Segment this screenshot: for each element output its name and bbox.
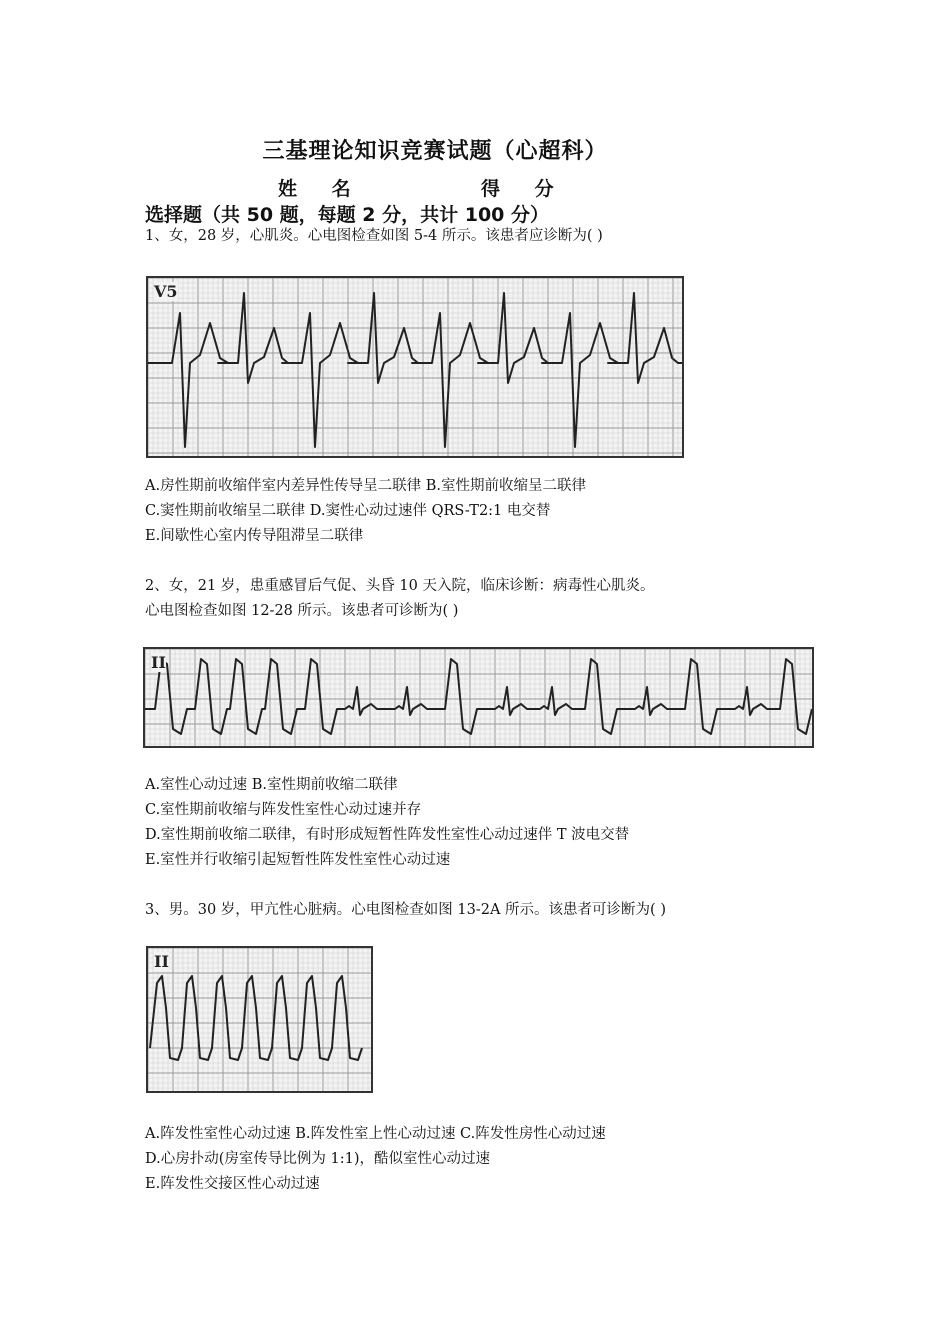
question-3-option-line[interactable]: E.阵发性交接区性心动过速 — [145, 1176, 320, 1192]
question-2-option-line[interactable]: C.室性期前收缩与阵发性室性心动过速并存 — [145, 802, 422, 818]
ecg-figure-2 — [143, 647, 814, 748]
question-2-stem: 2、女，21 岁，患重感冒后气促、头昏 10 天入院，临床诊断：病毒性心肌炎。 — [145, 578, 655, 594]
ecg-strip-2 — [145, 649, 812, 746]
question-2-stem: 心电图检查如图 12-28 所示。该患者可诊断为( ) — [145, 603, 459, 619]
section-heading: 选择题（共 50 题，每题 2 分，共计 100 分） — [145, 204, 550, 226]
question-1-option-line[interactable]: C.窦性期前收缩呈二联律 D.窦性心动过速伴 QRS-T2:1 电交替 — [145, 503, 551, 519]
ecg-figure-3 — [146, 946, 373, 1093]
question-1-option-line[interactable]: E.间歇性心室内传导阻滞呈二联律 — [145, 528, 364, 544]
score-label: 得 分 — [481, 178, 568, 200]
ecg-lead-label: II — [151, 653, 166, 672]
question-2-option-line[interactable]: E.室性并行收缩引起短暂性阵发性室性心动过速 — [145, 852, 451, 868]
question-3-stem: 3、男。30 岁，甲亢性心脏病。心电图检查如图 13-2A 所示。该患者可诊断为( ) — [145, 902, 666, 918]
question-2-option-line[interactable]: A.室性心动过速 B.室性期前收缩二联律 — [145, 777, 398, 793]
ecg-figure-1 — [146, 276, 684, 458]
ecg-lead-label: V5 — [154, 282, 178, 301]
page-title: 三基理论知识竞赛试题（心超科） — [262, 139, 608, 164]
ecg-strip-3 — [148, 948, 371, 1091]
question-1-option-line[interactable]: A.房性期前收缩伴室内差异性传导呈二联律 B.室性期前收缩呈二联律 — [145, 478, 586, 494]
question-2-option-line[interactable]: D.室性期前收缩二联律，有时形成短暂性阵发性室性心动过速伴 T 波电交替 — [145, 827, 630, 843]
question-3-option-line[interactable]: D.心房扑动(房室传导比例为 1:1)，酷似室性心动过速 — [145, 1151, 490, 1167]
question-3-option-line[interactable]: A.阵发性室性心动过速 B.阵发性室上性心动过速 C.阵发性房性心动过速 — [145, 1126, 606, 1142]
question-1-stem: 1、女，28 岁，心肌炎。心电图检查如图 5-4 所示。该患者应诊断为( ) — [145, 228, 603, 244]
ecg-lead-label: II — [154, 952, 169, 971]
ecg-strip-1 — [148, 278, 682, 456]
name-label: 姓 名 — [278, 178, 365, 200]
